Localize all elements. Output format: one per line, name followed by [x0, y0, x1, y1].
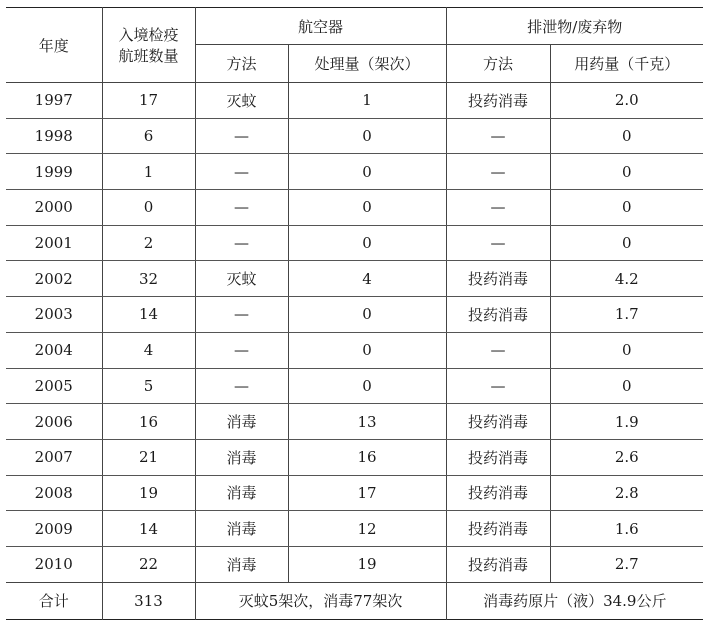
cell-waste-method: 投药消毒: [446, 297, 550, 333]
table-row: [6, 439, 703, 475]
cell-aircraft-qty: 16: [288, 439, 446, 475]
cell-year: 2009: [6, 511, 102, 547]
cell-waste-dose: 0: [550, 225, 703, 261]
cell-year: 2008: [6, 475, 102, 511]
cell-aircraft-method: —: [195, 190, 288, 226]
header-aircraft: 航空器: [195, 8, 446, 45]
cell-flights: 16: [102, 404, 195, 440]
cell-aircraft-qty: 0: [288, 190, 446, 226]
cell-aircraft-qty: 0: [288, 118, 446, 154]
cell-flights: 6: [102, 118, 195, 154]
table-row: [6, 511, 703, 547]
header-waste-method: 方法: [446, 45, 550, 83]
cell-aircraft-qty: 1: [288, 83, 446, 119]
header-flights: [102, 8, 195, 83]
cell-flights: 17: [102, 83, 195, 119]
table-row: [6, 475, 703, 511]
cell-waste-dose: 2.8: [550, 475, 703, 511]
cell-year: 1999: [6, 154, 102, 190]
table-row: [6, 368, 703, 404]
cell-aircraft-method: —: [195, 368, 288, 404]
cell-waste-dose: 2.7: [550, 546, 703, 582]
cell-waste-method: 投药消毒: [446, 511, 550, 547]
cell-aircraft-qty: 12: [288, 511, 446, 547]
total-aircraft: 灭蚊5架次，消毒77架次: [195, 582, 446, 619]
header-aircraft-qty: 处理量（架次）: [288, 45, 446, 83]
cell-year: 2004: [6, 332, 102, 368]
cell-waste-dose: 2.6: [550, 439, 703, 475]
cell-waste-method: 投药消毒: [446, 475, 550, 511]
flight-disinfection-table: [6, 7, 703, 620]
cell-waste-method: —: [446, 118, 550, 154]
cell-aircraft-qty: 0: [288, 332, 446, 368]
cell-aircraft-method: 消毒: [195, 546, 288, 582]
cell-waste-dose: 0: [550, 190, 703, 226]
cell-year: 2010: [6, 546, 102, 582]
header-flights-line2: 航班数量: [118, 47, 179, 65]
cell-waste-method: —: [446, 225, 550, 261]
cell-flights: 1: [102, 154, 195, 190]
cell-waste-method: —: [446, 190, 550, 226]
cell-flights: 32: [102, 261, 195, 297]
cell-aircraft-method: —: [195, 297, 288, 333]
cell-aircraft-method: —: [195, 154, 288, 190]
cell-flights: 14: [102, 511, 195, 547]
cell-year: 2007: [6, 439, 102, 475]
cell-year: 2002: [6, 261, 102, 297]
cell-aircraft-method: 消毒: [195, 404, 288, 440]
cell-waste-dose: 2.0: [550, 83, 703, 119]
cell-aircraft-method: 灭蚊: [195, 261, 288, 297]
cell-aircraft-qty: 0: [288, 297, 446, 333]
cell-waste-method: 投药消毒: [446, 439, 550, 475]
cell-aircraft-method: —: [195, 118, 288, 154]
table-row: [6, 154, 703, 190]
header-aircraft-method: 方法: [195, 45, 288, 83]
header-year: 年度: [6, 8, 102, 83]
table-row: [6, 190, 703, 226]
cell-waste-method: 投药消毒: [446, 546, 550, 582]
table-row: [6, 225, 703, 261]
cell-waste-dose: 1.9: [550, 404, 703, 440]
cell-year: 2001: [6, 225, 102, 261]
table-row: [6, 404, 703, 440]
cell-year: 2003: [6, 297, 102, 333]
cell-waste-dose: 0: [550, 118, 703, 154]
total-row: [6, 582, 703, 619]
table-row: [6, 297, 703, 333]
table-body: [6, 83, 703, 583]
table-row: [6, 83, 703, 119]
cell-flights: 5: [102, 368, 195, 404]
cell-waste-dose: 1.6: [550, 511, 703, 547]
cell-aircraft-qty: 17: [288, 475, 446, 511]
cell-aircraft-qty: 19: [288, 546, 446, 582]
cell-flights: 4: [102, 332, 195, 368]
cell-year: 1998: [6, 118, 102, 154]
cell-waste-dose: 4.2: [550, 261, 703, 297]
cell-waste-dose: 0: [550, 154, 703, 190]
cell-waste-method: 投药消毒: [446, 83, 550, 119]
cell-waste-method: —: [446, 154, 550, 190]
header-flights-line1: 入境检疫: [118, 26, 179, 44]
total-label: 合计: [38, 592, 69, 611]
cell-aircraft-method: 消毒: [195, 511, 288, 547]
table-row: [6, 332, 703, 368]
cell-aircraft-method: —: [195, 225, 288, 261]
cell-flights: 14: [102, 297, 195, 333]
header-waste: 排泄物/废弃物: [446, 8, 703, 45]
cell-aircraft-method: 灭蚊: [195, 83, 288, 119]
cell-year: 1997: [6, 83, 102, 119]
cell-year: 2005: [6, 368, 102, 404]
cell-flights: 21: [102, 439, 195, 475]
header-waste-dose: 用药量（千克）: [550, 45, 703, 83]
cell-flights: 19: [102, 475, 195, 511]
total-waste: 消毒药原片（液）34.9公斤: [446, 582, 703, 619]
cell-year: 2006: [6, 404, 102, 440]
cell-aircraft-method: —: [195, 332, 288, 368]
cell-flights: 0: [102, 190, 195, 226]
cell-waste-method: —: [446, 332, 550, 368]
cell-waste-dose: 0: [550, 332, 703, 368]
cell-waste-dose: 1.7: [550, 297, 703, 333]
cell-waste-dose: 0: [550, 368, 703, 404]
cell-year: 2000: [6, 190, 102, 226]
cell-waste-method: —: [446, 368, 550, 404]
cell-aircraft-method: 消毒: [195, 475, 288, 511]
cell-aircraft-qty: 13: [288, 404, 446, 440]
cell-flights: 2: [102, 225, 195, 261]
table-row: [6, 261, 703, 297]
cell-flights: 22: [102, 546, 195, 582]
cell-aircraft-qty: 0: [288, 368, 446, 404]
cell-waste-method: 投药消毒: [446, 261, 550, 297]
cell-aircraft-qty: 4: [288, 261, 446, 297]
table-row: [6, 118, 703, 154]
cell-waste-method: 投药消毒: [446, 404, 550, 440]
cell-aircraft-qty: 0: [288, 154, 446, 190]
cell-aircraft-method: 消毒: [195, 439, 288, 475]
cell-aircraft-qty: 0: [288, 225, 446, 261]
total-flights: 313: [102, 582, 195, 619]
table-row: [6, 546, 703, 582]
